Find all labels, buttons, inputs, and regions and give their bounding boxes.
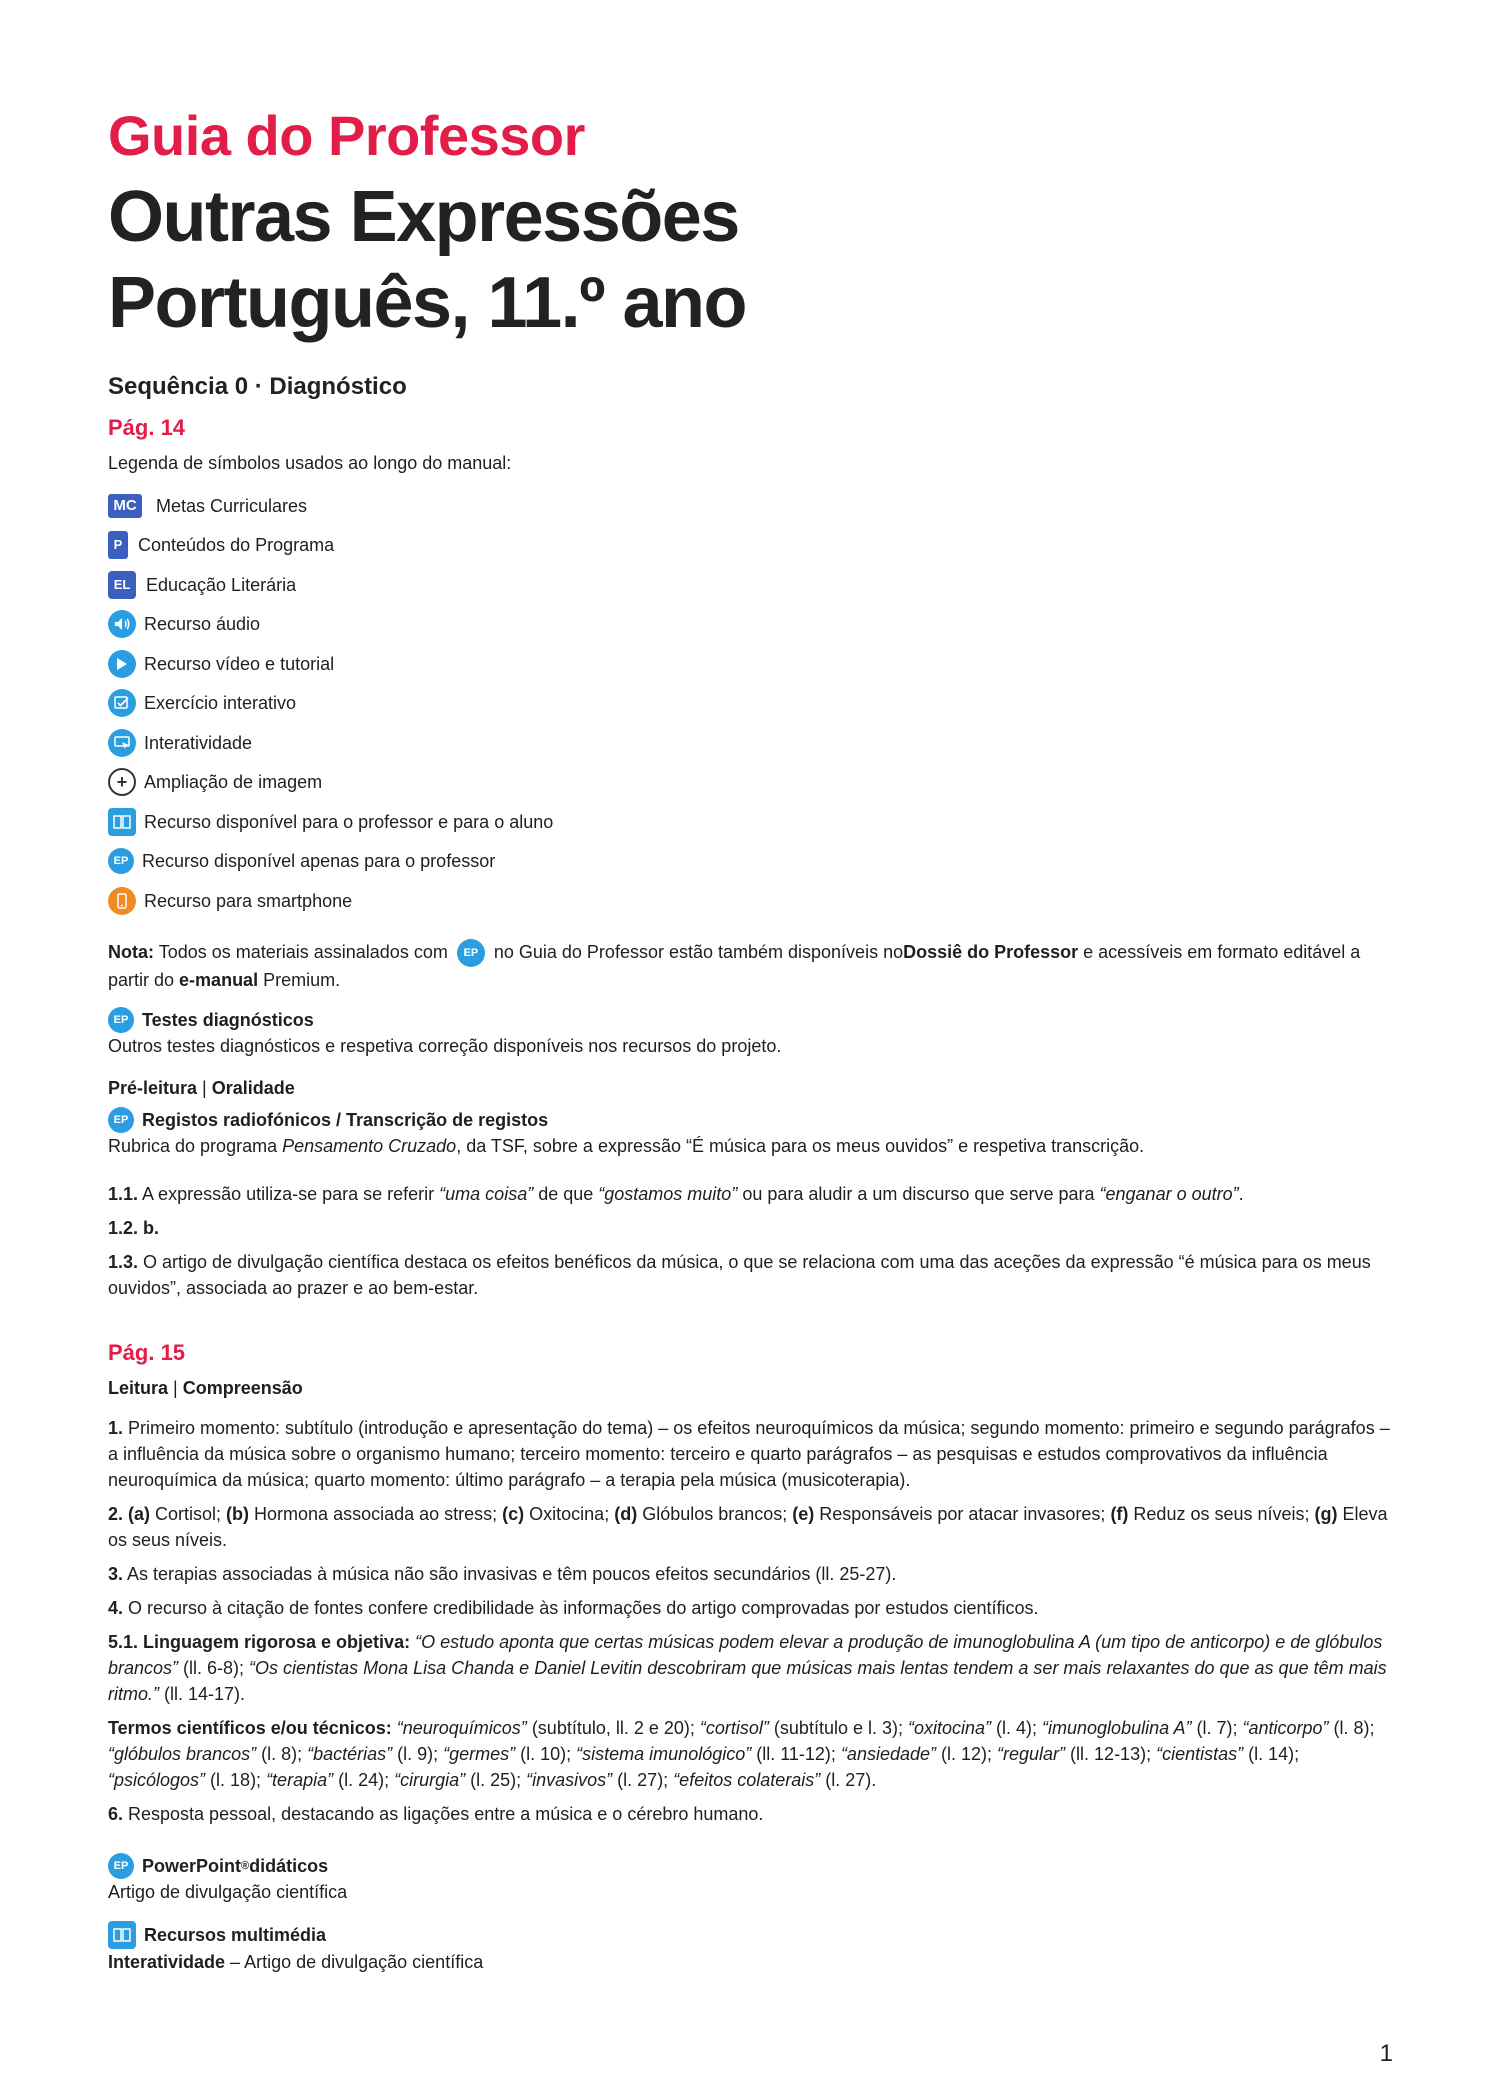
audio-icon xyxy=(108,610,136,638)
term-ref: (l. 8); xyxy=(256,1743,308,1764)
term-ref: (l. 14); xyxy=(1243,1743,1300,1764)
interactivity-icon xyxy=(108,729,136,757)
testes-title: Testes diagnósticos xyxy=(142,1009,314,1030)
legend-label: Interatividade xyxy=(144,732,253,753)
educacao-literaria-icon: EL xyxy=(108,571,136,599)
item-letter: (g) xyxy=(1314,1503,1338,1524)
term-ref: (l. 8); xyxy=(1328,1717,1375,1738)
item-text: Hormona associada ao stress; xyxy=(249,1503,503,1524)
item-letter: (d) xyxy=(614,1503,638,1524)
legend-item xyxy=(108,881,1400,921)
premium: Premium xyxy=(258,969,336,990)
answer-5-1 xyxy=(108,1629,1400,1707)
term-ref: (l. 4); xyxy=(991,1717,1043,1738)
term-ref: (l. 10); xyxy=(515,1743,577,1764)
text-part: . xyxy=(1238,1183,1244,1204)
answer-text: Resposta pessoal, destacando as ligações entre a música e o cérebro humano. xyxy=(123,1803,764,1824)
term-ref: (l. 24); xyxy=(333,1769,395,1790)
testes-section xyxy=(108,1007,1400,1059)
item-text: Eleva os seus níveis. xyxy=(108,1503,1388,1550)
smartphone-icon xyxy=(108,887,136,915)
scientific-terms xyxy=(108,1715,1400,1793)
book-title-line2: Português, 11.º ano xyxy=(108,263,746,343)
powerpoint-title: PowerPoint xyxy=(142,1855,242,1876)
legend-item xyxy=(108,842,1400,882)
term-ref: (subtítulo e l. 3); xyxy=(768,1717,908,1738)
answer-text: O recurso à citação de fontes confere credibilidade às informações do artigo comprovadas por estudos científicos. xyxy=(123,1597,1039,1618)
answer-1-3 xyxy=(108,1249,1400,1301)
e-manual: e-manual xyxy=(179,969,259,990)
terms-heading: Termos científicos e/ou técnicos: xyxy=(108,1717,392,1738)
answer-heading: 5.1. Linguagem rigorosa e objetiva: xyxy=(108,1631,411,1652)
nota-end: . xyxy=(335,969,341,990)
separator: | xyxy=(168,1377,183,1398)
term-ref: (l. 27); xyxy=(612,1769,674,1790)
term: “efeitos colaterais” xyxy=(673,1769,821,1790)
page-number: 1 xyxy=(1379,2040,1393,2067)
powerpoint-heading xyxy=(108,1853,1400,1879)
term: “neuroquímicos” xyxy=(391,1717,527,1738)
text-part: – Artigo de divulgação científica xyxy=(225,1951,484,1972)
item-text: Reduz os seus níveis; xyxy=(1128,1503,1315,1524)
answers-page-14 xyxy=(108,1181,1400,1301)
legend-label: Conteúdos do Programa xyxy=(138,535,335,556)
quote: “uma coisa” xyxy=(439,1183,534,1204)
interatividade-label: Interatividade xyxy=(108,1951,226,1972)
text-part: A expressão utiliza-se para se referir xyxy=(138,1183,440,1204)
nota-paragraph xyxy=(108,939,1400,993)
term-ref: (l. 27). xyxy=(820,1769,877,1790)
term: “psicólogos” xyxy=(108,1769,206,1790)
term-ref: (l. 25); xyxy=(465,1769,527,1790)
quote: “Os cientistas Mona Lisa Chanda e Daniel Levitin descobriram que músicas mais lentas tendem a ser mais relaxantes do que as que têm mais ritmo.” xyxy=(108,1657,1387,1704)
heading-part: Leitura xyxy=(108,1377,169,1398)
exercise-icon xyxy=(108,689,136,717)
term: “invasivos” xyxy=(526,1769,613,1790)
answer-number: 3. xyxy=(108,1563,124,1584)
document-header xyxy=(108,98,746,346)
term: “cientistas” xyxy=(1156,1743,1244,1764)
nota-text: Todos os materiais assinalados com xyxy=(158,941,448,962)
registos-heading xyxy=(108,1107,1400,1133)
teacher-resource-icon: EP xyxy=(108,1007,134,1033)
shared-resource-icon xyxy=(108,1921,136,1949)
page-ref-15: Pág. 15 xyxy=(108,1339,186,1365)
powerpoint-title-rest: didáticos xyxy=(249,1855,329,1876)
term-ref: (l. 12); xyxy=(936,1743,998,1764)
legend-item xyxy=(108,684,1400,724)
term: “anticorpo” xyxy=(1242,1717,1329,1738)
answer-number: 1.3. xyxy=(108,1251,139,1272)
item-text: Oxitocina; xyxy=(524,1503,615,1524)
registos-text xyxy=(108,1133,1400,1159)
legend-label: Ampliação de imagem xyxy=(144,772,323,793)
heading-part: Pré-leitura xyxy=(108,1077,198,1098)
registos-title: Registos radiofónicos / Transcrição de registos xyxy=(142,1109,549,1130)
dossie-professor: Dossiê do Professor xyxy=(903,941,1079,962)
term: “terapia” xyxy=(266,1769,334,1790)
legend-label: Recurso áudio xyxy=(144,614,261,635)
term: “bactérias” xyxy=(307,1743,393,1764)
metas-curriculares-icon: MC xyxy=(108,494,142,518)
answer-text: Primeiro momento: subtítulo (introdução e apresentação do tema) – os efeitos neuroquímicos da música; segundo momento: primeiro e segundo parágrafos – a influência da música sobre o organismo humano; terceiro momento: terceiro e quarto parágrafos – as pesquisas e estudos comprovativos da influência neuroquímica da música; quarto momento: último parágrafo – a terapia pela música (musicoterapia). xyxy=(108,1417,1390,1490)
legend-label: Recurso disponível para o professor e para o aluno xyxy=(144,811,554,832)
legend-item xyxy=(108,802,1400,842)
answer-number: 6. xyxy=(108,1803,124,1824)
item-letter: (c) xyxy=(502,1503,525,1524)
heading-part: Oralidade xyxy=(211,1077,295,1098)
legend-label: Recurso vídeo e tutorial xyxy=(144,653,335,674)
answer-text: O artigo de divulgação científica destaca os efeitos benéficos da música, o que se relaciona com uma das aceções da expressão “é música para os meus ouvidos”, associada ao prazer e ao bem-estar. xyxy=(108,1251,1371,1298)
legend-label: Recurso disponível apenas para o professor xyxy=(142,851,496,872)
teacher-resource-icon: EP xyxy=(108,1107,134,1133)
answer-1-2 xyxy=(108,1215,1400,1241)
term: “sistema imunológico” xyxy=(576,1743,752,1764)
answer-1 xyxy=(108,1415,1400,1493)
answer-6 xyxy=(108,1801,1400,1827)
answer-number: 2. xyxy=(108,1503,124,1524)
teacher-resource-icon: EP xyxy=(457,939,485,967)
answer-3 xyxy=(108,1561,1400,1587)
legend-item xyxy=(108,644,1400,684)
legend-label: Educação Literária xyxy=(146,574,297,595)
nota-text: e acessíveis em formato editável a partir do xyxy=(108,941,1361,990)
term: “germes” xyxy=(443,1743,516,1764)
term: “oxitocina” xyxy=(907,1717,992,1738)
answer-1-1 xyxy=(108,1181,1400,1207)
item-text: Cortisol; xyxy=(150,1503,227,1524)
guide-title: Guia do Professor xyxy=(108,104,585,167)
video-icon xyxy=(108,650,136,678)
sequence-title: Sequência 0 · Diagnóstico xyxy=(108,373,407,400)
term: “imunoglobulina A” xyxy=(1042,1717,1192,1738)
text-part: , da TSF, sobre a expressão “É música para os meus ouvidos” e respetiva transcrição. xyxy=(456,1135,1145,1156)
answers-page-15 xyxy=(108,1415,1400,1827)
legend-label: Exercício interativo xyxy=(144,693,297,714)
legend-item xyxy=(108,723,1400,763)
term-ref: (l. 7); xyxy=(1191,1717,1243,1738)
text-part: ou para aludir a um discurso que serve para xyxy=(737,1183,1100,1204)
legend-item xyxy=(108,486,1400,526)
separator: | xyxy=(197,1077,212,1098)
quote: “O estudo aponta que certas músicas podem elevar a produção de imunoglobulina A (um tipo de anticorpo) e de glóbulos brancos” xyxy=(108,1631,1383,1678)
answer-number: 1. xyxy=(108,1417,124,1438)
powerpoint-text: Artigo de divulgação científica xyxy=(108,1881,348,1902)
term: “glóbulos brancos” xyxy=(108,1743,257,1764)
text-part: de que xyxy=(533,1183,599,1204)
program-name: Pensamento Cruzado xyxy=(282,1135,457,1156)
nota-text: no Guia do Professor estão também disponíveis no xyxy=(493,941,904,962)
item-letter: (e) xyxy=(792,1503,815,1524)
quote: “enganar o outro” xyxy=(1099,1183,1239,1204)
item-letter: (b) xyxy=(226,1503,250,1524)
prereading-section xyxy=(108,1075,1400,1159)
legend-item xyxy=(108,565,1400,605)
item-text: Glóbulos brancos; xyxy=(637,1503,793,1524)
text-part: (ll. 6-8); xyxy=(178,1657,250,1678)
legend-intro: Legenda de símbolos usados ao longo do manual: xyxy=(108,453,512,473)
testes-text: Outros testes diagnósticos e respetiva correção disponíveis nos recursos do projeto. xyxy=(108,1035,782,1056)
answer-text: 1.2. b. xyxy=(108,1217,160,1238)
registered-mark: ® xyxy=(241,1859,250,1872)
term-ref: (subtítulo, ll. 2 e 20); xyxy=(526,1717,700,1738)
answer-2 xyxy=(108,1501,1400,1553)
shared-resource-icon xyxy=(108,808,136,836)
answer-text: As terapias associadas à música não são invasivas e têm poucos efeitos secundários (ll. 25-27). xyxy=(123,1563,897,1584)
answer-4 xyxy=(108,1595,1400,1621)
heading-part: Compreensão xyxy=(182,1377,303,1398)
answer-number: 4. xyxy=(108,1597,124,1618)
multimedia-text xyxy=(108,1949,1400,1975)
term: “cortisol” xyxy=(699,1717,769,1738)
main-content xyxy=(108,370,1400,1991)
reading-heading xyxy=(108,1375,1400,1401)
item-letter: (f) xyxy=(1110,1503,1129,1524)
term: “regular” xyxy=(997,1743,1066,1764)
teacher-resource-icon: EP xyxy=(108,1853,134,1879)
term-ref: (l. 9); xyxy=(392,1743,444,1764)
zoom-icon: + xyxy=(108,768,136,796)
term-ref: (ll. 12-13); xyxy=(1065,1743,1157,1764)
multimedia-section xyxy=(108,1921,1400,1975)
legend-item xyxy=(108,526,1400,566)
term-ref: (l. 18); xyxy=(205,1769,267,1790)
prereading-heading xyxy=(108,1075,1400,1101)
answer-number: 1.1. xyxy=(108,1183,139,1204)
nota-label: Nota: xyxy=(108,941,154,962)
text-part: (ll. 14-17). xyxy=(159,1683,246,1704)
teacher-resource-icon: EP xyxy=(108,848,134,874)
legend-list xyxy=(108,486,1400,921)
powerpoint-section xyxy=(108,1853,1400,1905)
quote: “gostamos muito” xyxy=(598,1183,738,1204)
book-title-line1: Outras Expressões xyxy=(108,177,739,257)
legend-item xyxy=(108,763,1400,803)
testes-heading xyxy=(108,1007,1400,1033)
item-letter: (a) xyxy=(123,1503,151,1524)
term: “ansiedade” xyxy=(840,1743,936,1764)
item-text: Responsáveis por atacar invasores; xyxy=(814,1503,1111,1524)
term: “cirurgia” xyxy=(394,1769,466,1790)
legend-label: Metas Curriculares xyxy=(156,495,308,516)
multimedia-heading xyxy=(108,1921,1400,1949)
legend-item xyxy=(108,605,1400,645)
page-ref-14: Pág. 14 xyxy=(108,415,186,440)
legend-label: Recurso para smartphone xyxy=(144,890,353,911)
term-ref: (ll. 11-12); xyxy=(751,1743,841,1764)
multimedia-title: Recursos multimédia xyxy=(144,1924,327,1945)
text-part: Rubrica do programa xyxy=(108,1135,283,1156)
conteudos-programa-icon: P xyxy=(108,531,128,559)
